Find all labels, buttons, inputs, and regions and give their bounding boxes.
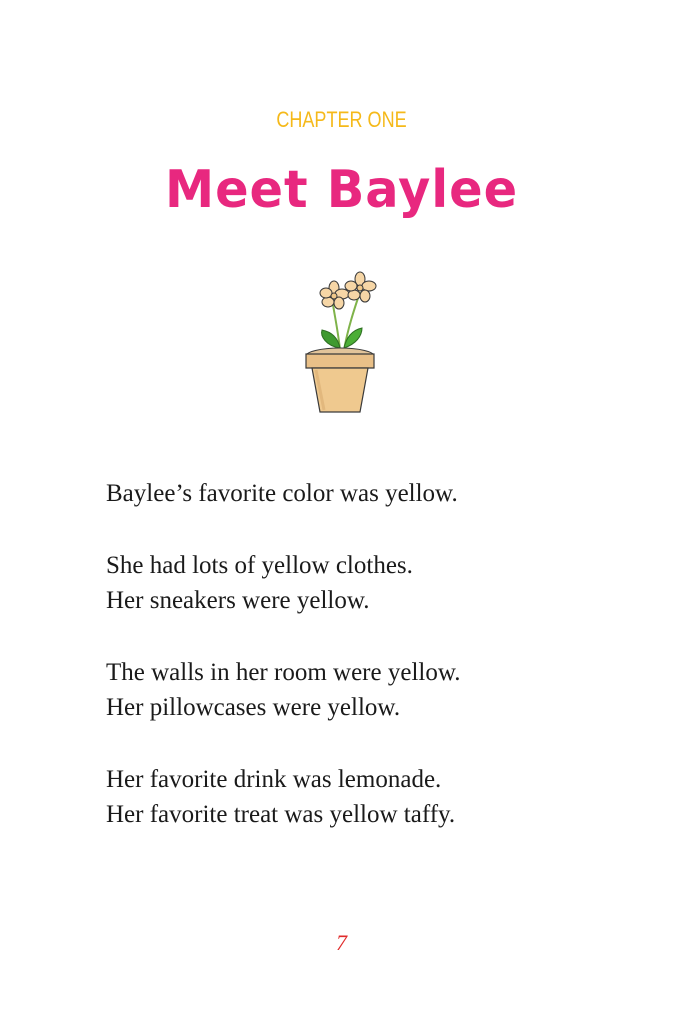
chapter-label: CHAPTER ONE [276,107,407,132]
story-line: Baylee’s favorite color was yellow. [106,480,458,507]
story-line: She had lots of yellow clothes. [106,552,413,579]
flower-pot-icon [296,268,384,420]
story-line: Her pillowcases were yellow. [106,694,401,721]
page-number: 7 [336,930,347,955]
chapter-title: Meet Baylee [164,160,519,220]
story-text [106,476,666,832]
story-line: The walls in her room were yellow. [106,659,461,686]
story-line: Her favorite drink was lemonade. [106,766,442,793]
story-line: Her favorite treat was yellow taffy. [106,801,456,828]
story-line: Her sneakers were yellow. [106,587,370,614]
